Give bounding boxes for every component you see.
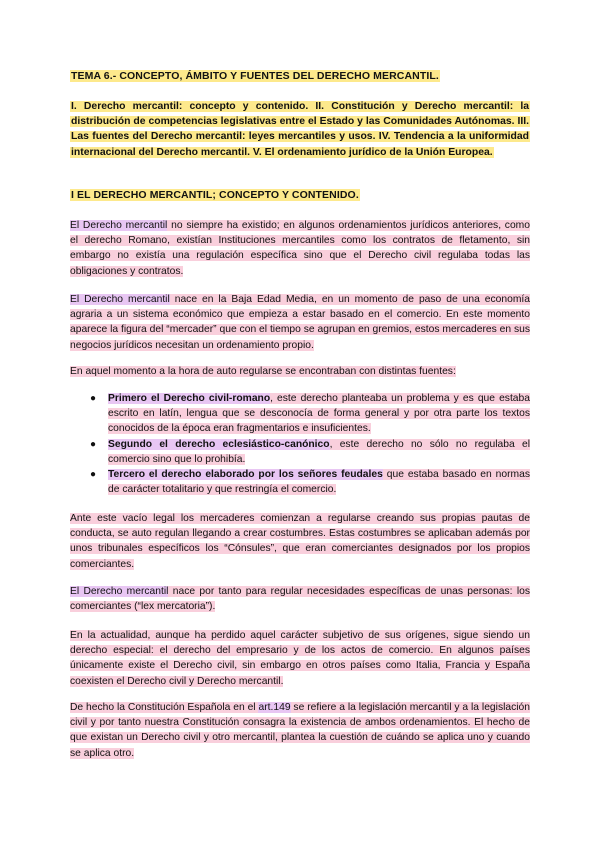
paragraph-7: De hecho la Constitución Española en el art.149 se refiere a la legislación mercantil y a la legislación civil y por tanto nuestra Constitución consagra la existencia de ambos ordenamientos. El hecho de que existan un Derecho civil y otro mercantil, plantea la cuestión de cuándo se aplica uno y cuando se aplica otro. (70, 702, 530, 759)
bullet-icon: ● (90, 393, 97, 404)
article-reference: art.149 (258, 702, 291, 713)
list-item: ● Tercero el derecho elaborado por los señores feudales que estaba basado en normas de carácter totalitario y que restringía el comercio. (90, 469, 530, 496)
section-heading: I EL DERECHO MERCANTIL; CONCEPTO Y CONTENIDO. (71, 189, 359, 201)
paragraph-1: El Derecho mercantil no siempre ha existido; en algunos ordenamientos jurídicos anteriores, como el derecho Romano, existían Instituciones mercantiles como los contratos de fletamento, sin embargo no existía una regulación específica sino que el Derecho civil regulaba todas las obligaciones y contratos. (70, 220, 530, 277)
list-item: ● Primero el Derecho civil-romano, este derecho planteaba un problema y es que estaba escrito en latín, lengua que se desconocía de forma general y por otra parte los textos conocidos de la época eran fragmentarios e insuficientes. (90, 393, 530, 435)
paragraph-6: En la actualidad, aunque ha perdido aquel carácter subjetivo de sus orígenes, sigue siendo un derecho especial: el derecho del empresario y de los actos de comercio. En algunos países únicamente existe el Derecho civil, sin embargo en otros países como Italia, Francia y España coexisten el Derecho civil y Derecho mercantil. (70, 630, 530, 687)
paragraph-5: El Derecho mercantil nace por tanto para regular necesidades específicas de unas personas: los comerciantes (“lex mercatoria”). (70, 586, 530, 613)
topic-summary: I. Derecho mercantil: concepto y contenido. II. Constitución y Derecho mercantil: la distribución de competencias legislativas entre el Estado y las Comunidades Autónomas. III. Las fuentes del Derecho mercantil: leyes mercantiles y usos. IV. Tendencia a la uniformidad internacional del Derecho mercantil. V. El ordenamiento jurídico de la Unión Europea. (71, 101, 529, 158)
bullet-icon: ● (90, 469, 97, 481)
document-title: TEMA 6.- CONCEPTO, ÁMBITO Y FUENTES DEL DERECHO MERCANTIL. (71, 70, 439, 82)
bullet-icon: ● (90, 438, 97, 450)
sources-list (70, 391, 530, 497)
paragraph-3: En aquel momento a la hora de auto regularse se encontraban con distintas fuentes: (70, 366, 456, 377)
paragraph-2: El Derecho mercantil nace en la Baja Edad Media, en un momento de paso de una economía agraria a un sistema económico que empieza a estar basado en el comercio. En este momento aparece la figura del “mercader” que con el tiempo se agrupan en gremios, estos mercaderes en sus negocios jurídicos necesitan un ordenamiento propio. (70, 294, 530, 351)
list-item: ● Segundo el derecho eclesiástico-canónico, este derecho no sólo no regulaba el comercio sino que lo prohibía. (90, 438, 530, 465)
paragraph-4: Ante este vacío legal los mercaderes comienzan a regularse creando sus propias pautas de conducta, se auto regulan llegando a crear costumbres. Estas costumbres se aplicaban además por unos tribunales específicos los “Cónsules”, que eran comerciantes designados por los propios comerciantes. (70, 513, 530, 570)
